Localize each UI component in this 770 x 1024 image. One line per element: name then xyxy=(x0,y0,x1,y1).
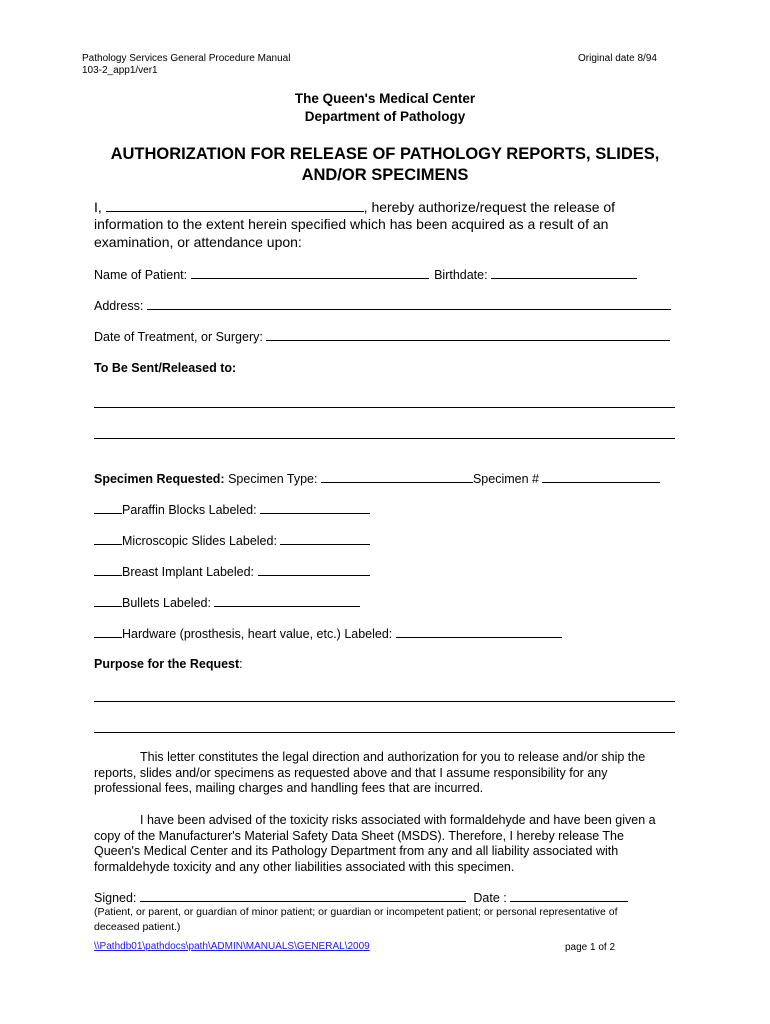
para2-line: Queen's Medical Center and its Pathology Department from any and all liability associated with xyxy=(94,844,619,858)
purpose-line-2[interactable] xyxy=(94,732,675,733)
liability-paragraph xyxy=(94,750,645,797)
specimen-item xyxy=(94,626,562,643)
treatment-date-label: Date of Treatment, or Surgery: xyxy=(94,330,263,344)
form-title-line2: AND/OR SPECIMENS xyxy=(301,166,469,184)
slides-check-field[interactable] xyxy=(94,533,122,545)
signature-field[interactable] xyxy=(140,890,466,902)
patient-name-label: Name of Patient: xyxy=(94,268,188,282)
document-path-link[interactable]: \\Pathdb01\pathdocs\path\ADMIN\MANUALS\GENERAL\2009 xyxy=(94,941,370,952)
formaldehyde-paragraph xyxy=(94,813,656,875)
para1-line: professional fees, mailing charges and handling fees that are incurred. xyxy=(94,781,484,795)
original-date: Original date 8/94 xyxy=(578,53,657,64)
para2-line: formaldehyde toxicity and any other liabilities associated with this specimen. xyxy=(94,859,515,874)
signer-note-line1: (Patient, or parent, or guardian of minor patient; or guardian or incompetent patient; or personal representative of xyxy=(94,906,618,918)
sent-to-line-2[interactable] xyxy=(94,438,675,439)
signed-label: Signed: xyxy=(94,891,137,905)
sent-to-heading: To Be Sent/Released to: xyxy=(94,361,237,375)
patient-name-field[interactable] xyxy=(191,267,429,279)
specimen-type-label: Specimen Type: xyxy=(228,472,318,486)
paraffin-field[interactable] xyxy=(260,502,370,514)
specimen-item xyxy=(94,595,360,612)
address-row xyxy=(94,298,671,315)
document-id: 103-2_app1/ver1 xyxy=(82,65,158,76)
specimen-type-field[interactable] xyxy=(321,471,473,483)
purpose-colon: : xyxy=(239,657,243,671)
paraffin-check-field[interactable] xyxy=(94,502,122,514)
page-number: page 1 of 2 xyxy=(565,942,616,953)
specimen-heading: Specimen Requested: xyxy=(94,472,225,486)
implant-field[interactable] xyxy=(258,564,370,576)
slides-field[interactable] xyxy=(280,533,370,545)
org-name: The Queen's Medical Center xyxy=(294,91,476,106)
date-label: Date : xyxy=(473,891,507,905)
specimen-number-label: Specimen # xyxy=(472,472,539,486)
intro-line3: examination, or attendance upon: xyxy=(94,234,302,250)
birthdate-field[interactable] xyxy=(491,267,637,279)
intro-line1 xyxy=(94,199,615,217)
treatment-date-row xyxy=(94,329,670,346)
para2-line: I have been advised of the toxicity risks associated with formaldehyde and have been given a xyxy=(140,813,656,827)
specimen-row xyxy=(94,471,660,488)
specimen-item xyxy=(94,502,370,519)
specimen-item xyxy=(94,533,370,550)
implant-check-field[interactable] xyxy=(94,564,122,576)
intro-prefix: I, xyxy=(94,199,102,215)
address-field[interactable] xyxy=(147,298,671,310)
slides-label: Microscopic Slides Labeled: xyxy=(122,534,277,548)
purpose-heading xyxy=(94,657,243,673)
para2-line: copy of the Manufacturer's Material Safety Data Sheet (MSDS). Therefore, I hereby release The xyxy=(94,828,624,843)
requester-name-field[interactable] xyxy=(106,200,364,212)
intro-line2: information to the extent herein specified which has been acquired as a result of an xyxy=(94,216,609,232)
signer-note-line2: deceased patient.) xyxy=(94,921,181,933)
birthdate-label: Birthdate: xyxy=(434,268,488,282)
signature-date-field[interactable] xyxy=(510,890,628,902)
specimen-number-field[interactable] xyxy=(542,471,660,483)
para1-line: This letter constitutes the legal direction and authorization for you to release and/or ship the xyxy=(140,750,646,764)
para1-line: reports, slides and/or specimens as requested above and that I assume responsibility for any xyxy=(94,765,608,780)
sent-to-line-1[interactable] xyxy=(94,407,675,408)
bullets-check-field[interactable] xyxy=(94,595,122,607)
bullets-field[interactable] xyxy=(214,595,360,607)
hardware-check-field[interactable] xyxy=(94,626,122,638)
patient-name-row xyxy=(94,267,637,284)
manual-name: Pathology Services General Procedure Manual xyxy=(82,53,291,64)
treatment-date-field[interactable] xyxy=(266,329,670,341)
paraffin-label: Paraffin Blocks Labeled: xyxy=(122,503,257,517)
hardware-label: Hardware (prosthesis, heart value, etc.) Labeled: xyxy=(122,627,393,641)
address-label: Address: xyxy=(94,299,144,313)
department-name: Department of Pathology xyxy=(304,109,466,124)
implant-label: Breast Implant Labeled: xyxy=(122,565,255,579)
purpose-label: Purpose for the Request xyxy=(94,657,240,671)
intro-suffix: , hereby authorize/request the release of xyxy=(363,199,616,215)
purpose-line-1[interactable] xyxy=(94,701,675,702)
specimen-item xyxy=(94,564,370,581)
form-title-line1: AUTHORIZATION FOR RELEASE OF PATHOLOGY REPORTS, SLIDES, xyxy=(110,145,660,163)
bullets-label: Bullets Labeled: xyxy=(122,596,211,610)
hardware-field[interactable] xyxy=(396,626,562,638)
